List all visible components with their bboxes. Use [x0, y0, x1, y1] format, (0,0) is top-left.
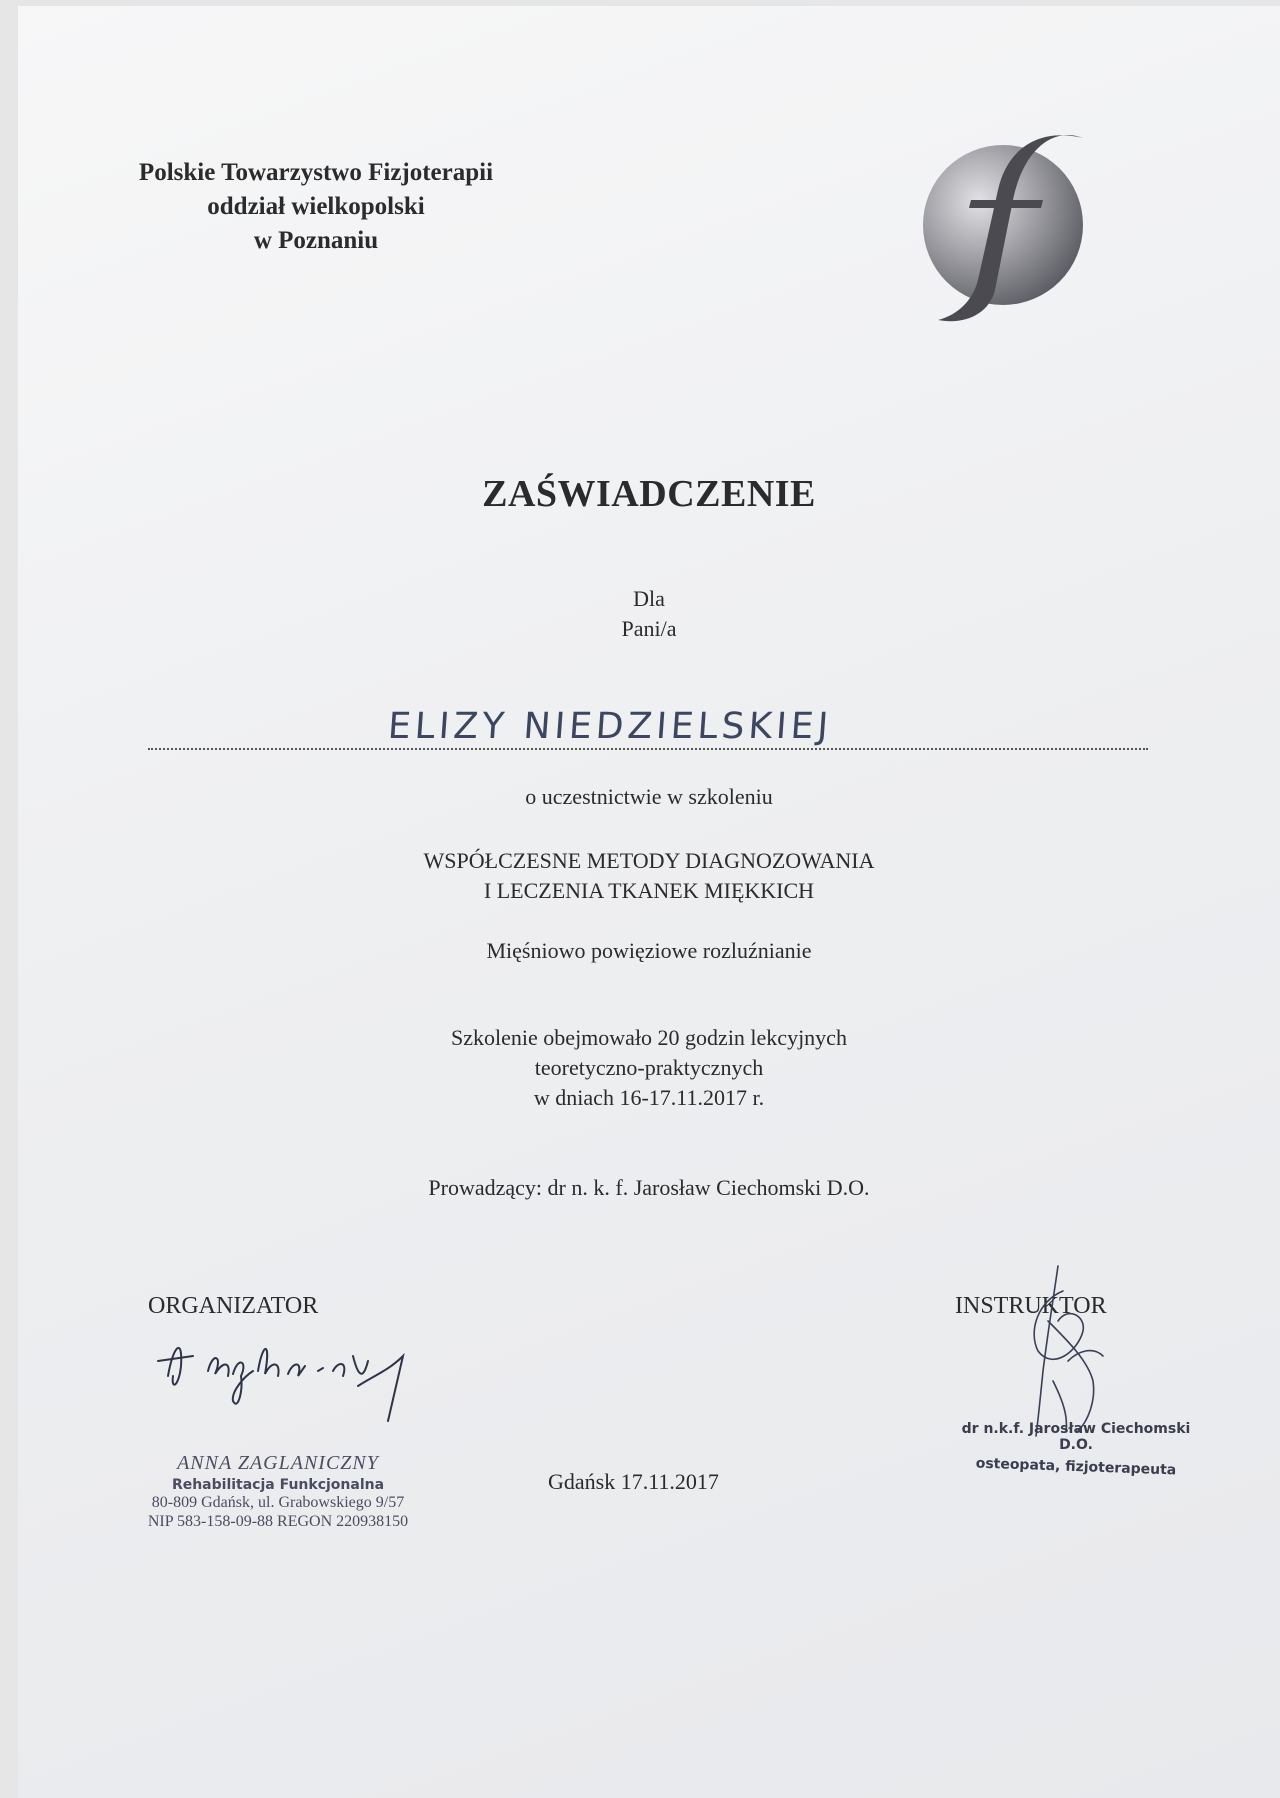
instructor-stamp-title: osteopata, fizjoterapeuta [975, 1455, 1177, 1479]
org-branch: oddział wielkopolski [207, 193, 425, 220]
course-subtitle: Mięśniowo powięziowe rozluźnianie [486, 938, 812, 963]
organizer-signature [153, 1316, 413, 1426]
instructor-stamp-name: dr n.k.f. Jarosław Ciechomski D.O. [961, 1421, 1191, 1453]
instructor-stamp [946, 1421, 1206, 1479]
organizer-stamp-org: Rehabilitacja Funkcjonalna [171, 1477, 385, 1493]
organizer-stamp [118, 1452, 438, 1531]
details-line1: Szkolenie obejmowało 20 godzin lekcyjnych [451, 1025, 847, 1050]
organizer-label: ORGANIZATOR [148, 1293, 319, 1319]
organizer-stamp-name: ANNA ZAGLANICZNY [177, 1452, 379, 1474]
organizer-stamp-ids: NIP 583-158-09-88 REGON 220938150 [147, 1513, 409, 1530]
org-name: Polskie Towarzystwo Fizjoterapii [138, 159, 494, 186]
salutation: Pani/a [621, 616, 677, 641]
certificate-title: ZAŚWIADCZENIE [482, 473, 816, 515]
organization-header [138, 156, 494, 258]
course-title-line1: WSPÓŁCZESNE METODY DIAGNOZOWANIA [423, 848, 875, 873]
participation-text: o uczestnictwie w szkoleniu [525, 784, 773, 809]
org-city: w Poznaniu [253, 227, 379, 254]
details-line3: w dniach 16-17.11.2017 r. [533, 1085, 765, 1110]
f-letter-sphere-logo [903, 130, 1113, 330]
course-title-line2: I LECZENIA TKANEK MIĘKKICH [483, 878, 815, 903]
recipient-name: ELIZY NIEDZIELSKIEJ [386, 706, 834, 747]
details-line2: teoretyczno-praktycznych [534, 1055, 764, 1080]
certificate-page [18, 6, 1280, 1798]
instructor-label: INSTRUKTOR [955, 1293, 1107, 1319]
for-label: Dla [633, 586, 665, 611]
course-leader: Prowadzący: dr n. k. f. Jarosław Ciechomski D.O. [428, 1175, 870, 1200]
place-date: Gdańsk 17.11.2017 [548, 1469, 719, 1494]
name-dotted-line [148, 748, 1148, 750]
instructor-signature [1008, 1261, 1118, 1441]
organizer-stamp-address: 80-809 Gdańsk, ul. Grabowskiego 9/57 [151, 1494, 405, 1511]
